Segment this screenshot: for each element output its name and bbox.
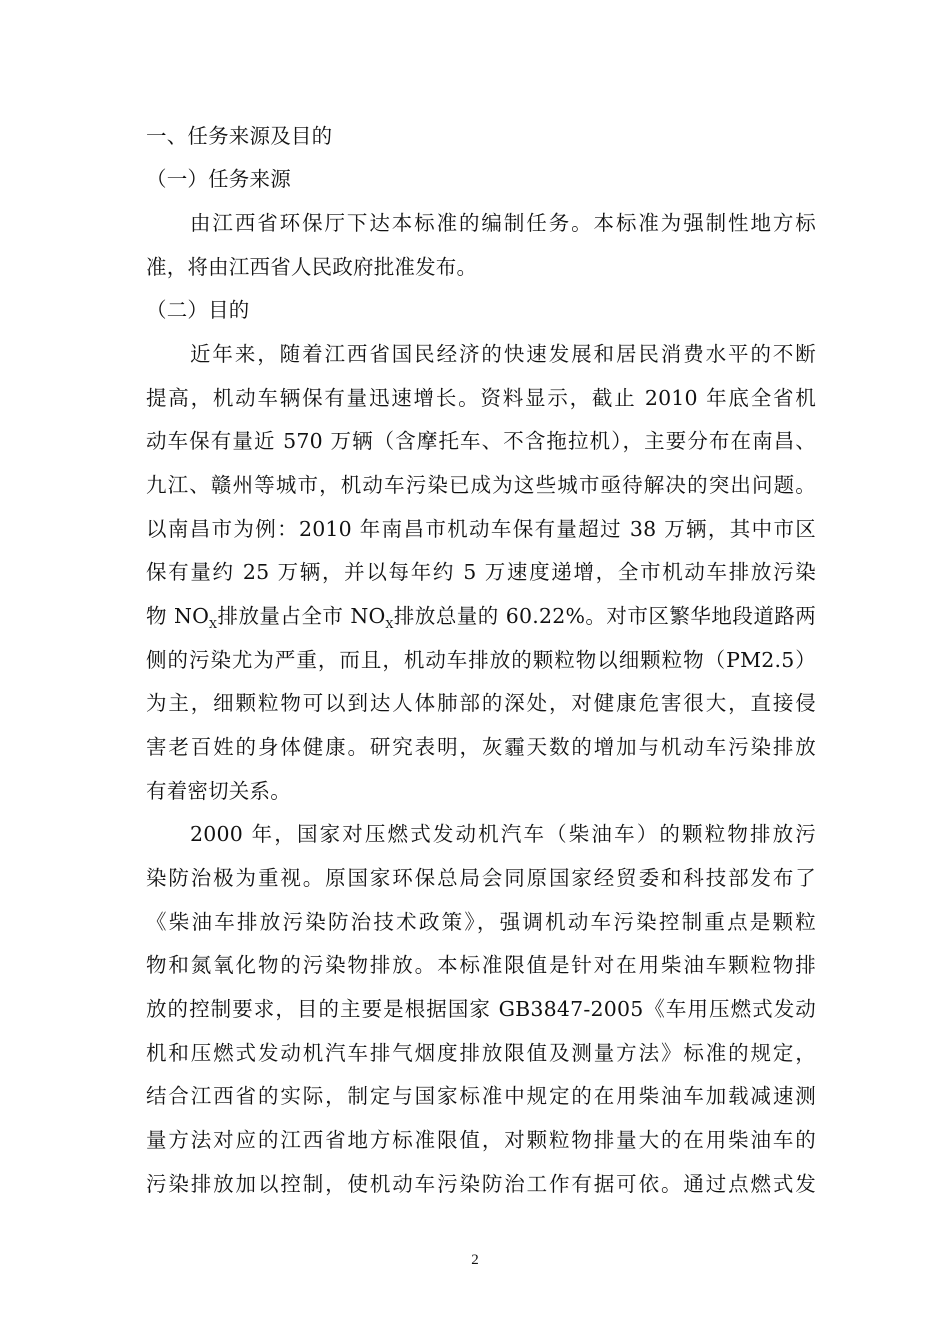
paragraph-line: 保有量约 25 万辆，并以每年约 5 万速度递增，全市机动车排放污染 [146,560,816,584]
paragraph-line: 为主，细颗粒物可以到达人体肺部的深处，对健康危害很大，直接侵 [146,691,816,715]
subscript: X [209,618,218,631]
paragraph-line: 染防治极为重视。原国家环保总局会同原国家经贸委和科技部发布了 [146,866,816,890]
paragraph-line: 放的控制要求，目的主要是根据国家 GB3847-2005《车用压燃式发动 [146,997,816,1021]
sub-heading-task-source: （一）任务来源 [146,167,291,191]
subscript: X [385,618,394,631]
paragraph-line: 九江、赣州等城市，机动车污染已成为这些城市亟待解决的突出问题。 [146,473,816,497]
paragraph-line: 以南昌市为例：2010 年南昌市机动车保有量超过 38 万辆，其中市区 [146,517,816,541]
paragraph-line: 动车保有量近 570 万辆（含摩托车、不含拖拉机），主要分布在南昌、 [146,429,816,453]
paragraph-line: 由江西省环保厅下达本标准的编制任务。本标准为强制性地方标 [190,211,816,235]
text-segment: 排放总量的 60.22%。对市区繁华地段道路两 [393,604,816,628]
section-heading: 一、任务来源及目的 [146,124,333,148]
paragraph-line: 量方法对应的江西省地方标准限值，对颗粒物排量大的在用柴油车的 [146,1128,816,1152]
paragraph-line-with-subscript [146,602,816,630]
sub-heading-purpose: （二）目的 [146,298,250,322]
paragraph-line: 《柴油车排放污染防治技术政策》，强调机动车污染控制重点是颗粒 [146,910,816,934]
paragraph-line: 害老百姓的身体健康。研究表明，灰霾天数的增加与机动车污染排放 [146,735,816,759]
paragraph-line: 提高，机动车辆保有量迅速增长。资料显示，截止 2010 年底全省机 [146,386,816,410]
paragraph-line: 2000 年，国家对压燃式发动机汽车（柴油车）的颗粒物排放污 [190,822,816,846]
paragraph-line: 侧的污染尤为严重，而且，机动车排放的颗粒物以细颗粒物（PM2.5） [146,648,816,672]
text-segment: 排放量占全市 NO [217,604,386,628]
text-segment: 物 NO [146,604,210,628]
paragraph-line: 结合江西省的实际，制定与国家标准中规定的在用柴油车加载减速测 [146,1084,816,1108]
page-number: 2 [471,1252,479,1268]
paragraph-line: 有着密切关系。 [146,779,291,803]
paragraph-line: 机和压燃式发动机汽车排气烟度排放限值及测量方法》标准的规定， [146,1041,816,1065]
paragraph-line: 近年来，随着江西省国民经济的快速发展和居民消费水平的不断 [190,342,816,366]
paragraph-line: 准，将由江西省人民政府批准发布。 [146,255,478,279]
paragraph-line: 污染排放加以控制，使机动车污染防治工作有据可依。通过点燃式发 [146,1172,816,1196]
paragraph-line: 物和氮氧化物的污染物排放。本标准限值是针对在用柴油车颗粒物排 [146,953,816,977]
